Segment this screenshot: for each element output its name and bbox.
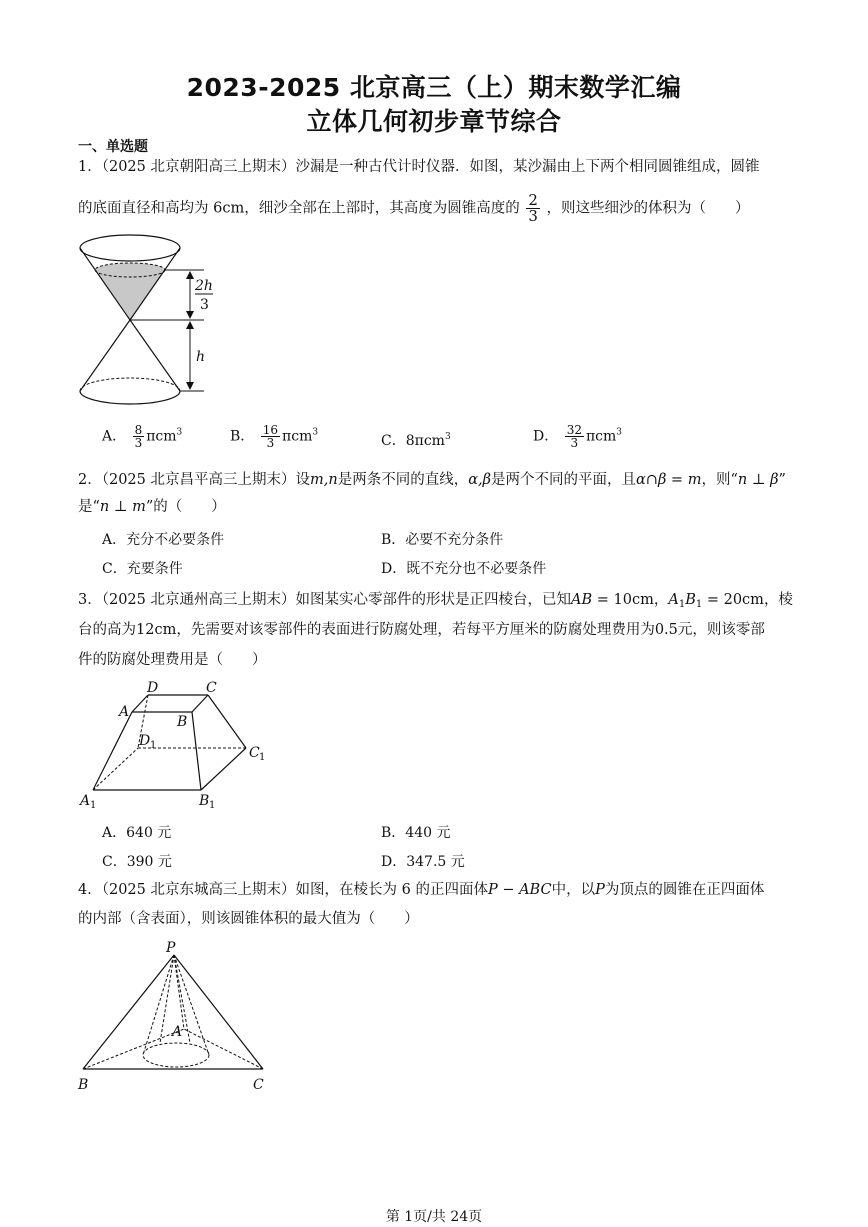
option-a[interactable] [102, 529, 224, 549]
question-source: （2025 北京昌平高三上期末） [101, 472, 296, 488]
option-letter: B． [381, 532, 406, 548]
option-letter: B． [381, 825, 406, 841]
hourglass-figure [70, 228, 230, 408]
math: P − ABC [487, 882, 552, 898]
math: = 10cm [592, 592, 654, 608]
fraction-numerator: 8 [134, 423, 143, 437]
option-text: 347.5 元 [406, 854, 465, 870]
option-a[interactable] [102, 424, 182, 449]
question-text: 设 [295, 472, 310, 488]
vertex-d1: D [139, 733, 151, 749]
label-3: 3 [200, 297, 209, 313]
math: m,n [310, 472, 338, 488]
label-2h: 2h [195, 278, 213, 294]
question-number: 1． [78, 159, 102, 175]
question-3-line-3 [78, 650, 267, 670]
vertex-p: P [166, 940, 176, 956]
question-text: ，则“ [701, 472, 738, 488]
fraction [261, 424, 280, 449]
vertex-b1: B [199, 793, 210, 809]
option-letter: A． [102, 825, 127, 841]
option-b[interactable] [230, 424, 318, 449]
option-letter: D． [381, 854, 407, 870]
question-4-line-1 [78, 880, 764, 900]
fraction-denominator: 3 [528, 207, 538, 225]
option-text: 充要条件 [126, 561, 183, 577]
option-value: 8πcm [405, 433, 445, 449]
question-2-line-1 [78, 470, 786, 490]
exponent: 3 [616, 427, 623, 438]
unit: πcm [146, 428, 177, 445]
question-text: 如图，在棱长为 6 的正四面体 [295, 882, 488, 898]
option-letter: D． [381, 561, 407, 577]
option-letter: C． [381, 433, 406, 449]
math-b1: B [685, 592, 696, 608]
question-1-line-1 [78, 157, 760, 177]
option-letter: A． [102, 532, 127, 548]
unit: πcm [585, 428, 617, 445]
fraction-denominator: 3 [134, 436, 143, 450]
math: 0.5 [654, 622, 678, 638]
option-letter: C． [102, 561, 127, 577]
question-4-line-2 [78, 909, 419, 929]
question-source: （2025 北京朝阳高三上期末） [101, 159, 296, 175]
vertex-d1-sub: 1 [150, 740, 157, 751]
fraction-denominator: 3 [266, 436, 275, 450]
fraction-numerator: 16 [262, 423, 279, 437]
option-letter: C． [102, 854, 127, 870]
option-d[interactable] [533, 424, 622, 449]
question-text: ，先需要对该零部件的表面进行防腐处理，若每平方厘米的防腐处理费用为 [176, 622, 655, 638]
option-letter: D． [533, 428, 559, 445]
question-text: 是两个不同的平面，且 [491, 472, 636, 488]
vertex-c: C [206, 680, 217, 696]
question-text: 中，以 [551, 882, 596, 898]
vertex-a1: A [80, 793, 91, 809]
fraction-denominator: 3 [570, 436, 579, 450]
subscript: 1 [678, 599, 686, 610]
math: = 20cm [702, 592, 764, 608]
math: P [595, 882, 605, 898]
math: 12cm [136, 622, 177, 638]
vertex-b: B [78, 1077, 89, 1093]
question-text: ，则这些细沙的体积为（ ） [546, 200, 750, 217]
vertex-a: A [172, 1024, 183, 1040]
question-3-line-2 [78, 620, 765, 640]
option-text: 640 元 [126, 825, 172, 841]
frustum-figure [78, 678, 278, 813]
question-source: （2025 北京东城高三上期末） [101, 882, 296, 898]
question-text: 是两条不同的直线， [337, 472, 469, 488]
fraction-numerator: 32 [566, 423, 582, 437]
fraction [565, 424, 584, 449]
option-text: 440 元 [405, 825, 451, 841]
fraction-numerator: 2 [528, 191, 538, 209]
question-number: 4． [78, 882, 102, 898]
option-a[interactable] [102, 822, 171, 842]
question-text: ”的（ ） [145, 499, 226, 515]
vertex-b: B [177, 714, 188, 730]
tetrahedron-figure [76, 937, 276, 1097]
question-text: 的内部（含表面），则该圆锥体积的最大值为（ ） [78, 911, 419, 927]
math: n ⊥ m [99, 499, 146, 515]
vertex-c1: C [249, 745, 260, 761]
vertex-d: D [147, 680, 159, 696]
fraction [133, 424, 145, 449]
page-subtitle: 立体几何初步章节综合 [306, 107, 562, 136]
math: n ⊥ β [737, 472, 779, 488]
subscript: 1 [695, 599, 703, 610]
question-text: ，棱 [763, 592, 793, 608]
exponent: 3 [312, 427, 319, 438]
option-c[interactable] [102, 851, 172, 871]
question-text: 件的防腐处理费用是（ ） [78, 652, 267, 668]
exponent: 3 [176, 427, 183, 438]
option-b[interactable] [381, 822, 450, 842]
question-text: 的底面直径和高均为 6cm，细沙全部在上部时，其高度为圆锥高度的 [78, 200, 520, 217]
question-1-line-2 [78, 193, 749, 224]
question-text: 是“ [78, 499, 100, 515]
question-number: 2． [78, 472, 102, 488]
unit: πcm [282, 428, 313, 445]
question-text: 如图某实心零部件的形状是正四棱台，已知 [295, 592, 571, 608]
option-text: 390 元 [126, 854, 172, 870]
question-2-line-2 [78, 497, 226, 517]
option-letter: B． [230, 428, 255, 445]
question-source: （2025 北京通州高三上期末） [101, 592, 296, 608]
math: AB [571, 592, 593, 608]
vertex-c1-sub: 1 [259, 752, 266, 763]
question-text: 元，则该零部 [677, 622, 765, 638]
option-b[interactable] [381, 529, 503, 549]
fraction [526, 193, 540, 224]
vertex-b1-sub: 1 [209, 800, 216, 811]
option-d[interactable] [381, 558, 546, 578]
page-number: 第 1页/共 24页 [385, 1209, 483, 1225]
option-c[interactable] [102, 558, 183, 578]
math-a1: A [668, 592, 679, 608]
question-text: ， [653, 592, 669, 608]
question-text: 台的高为 [78, 622, 136, 638]
vertex-a1-sub: 1 [90, 800, 97, 811]
option-d[interactable] [381, 851, 465, 871]
question-text: 沙漏是一种古代计时仪器．如图，某沙漏由上下两个相同圆锥组成，圆锥 [295, 159, 760, 175]
question-text: 为顶点的圆锥在正四面体 [604, 882, 765, 898]
option-text: 充分不必要条件 [126, 532, 225, 548]
vertex-c: C [253, 1077, 264, 1093]
section-heading: 一、单选题 [78, 139, 148, 155]
question-3-line-1 [78, 590, 793, 615]
label-h: h [196, 349, 206, 365]
math: α∩β = m [636, 472, 702, 488]
math: α,β [468, 472, 491, 488]
option-text: 必要不充分条件 [405, 532, 504, 548]
option-c[interactable] [381, 430, 451, 450]
vertex-a: A [119, 704, 130, 720]
question-number: 3． [78, 592, 102, 608]
option-text: 既不充分也不必要条件 [406, 561, 547, 577]
exponent: 3 [444, 432, 451, 442]
question-text: ” [778, 472, 786, 488]
page-title: 2023-2025 北京高三（上）期末数学汇编 [186, 73, 682, 102]
option-letter: A． [102, 428, 127, 445]
